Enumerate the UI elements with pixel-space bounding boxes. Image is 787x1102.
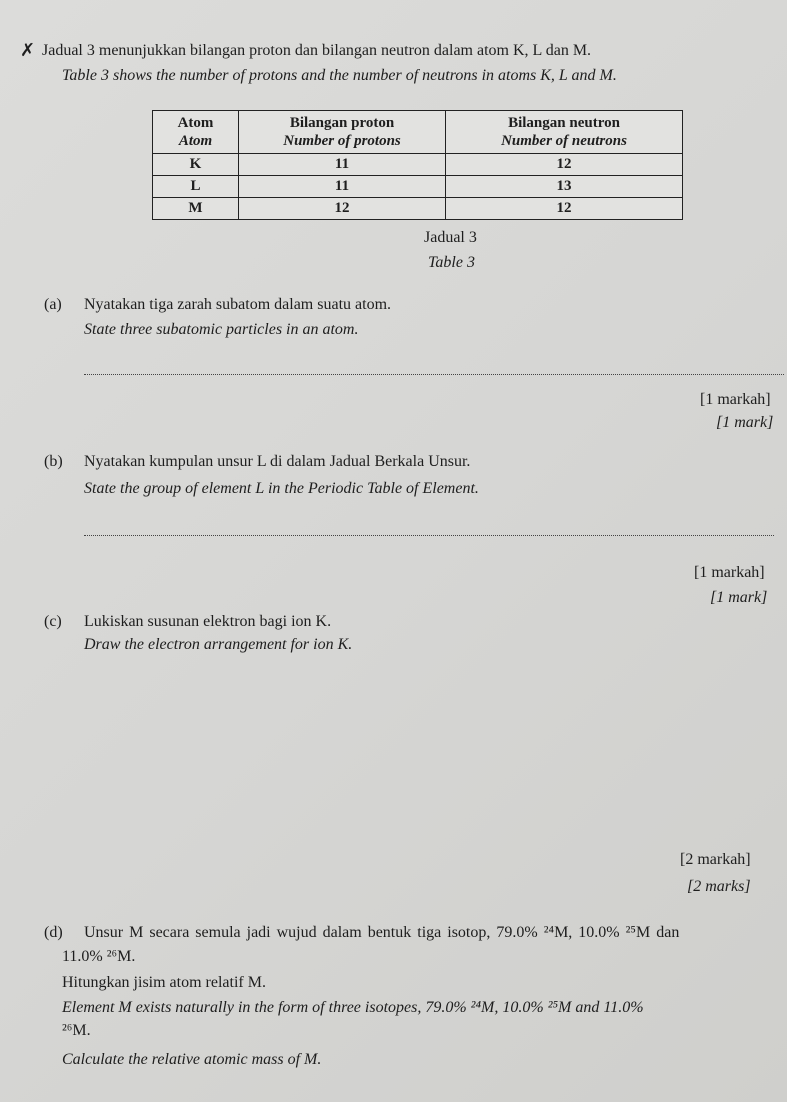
question-d-en-1: Element M exists naturally in the form of three isotopes, 79.0% ²⁴M, 10.0% ²⁵M and 11.0% [62,999,644,1016]
mark-a-ms: [1 markah] [700,391,771,408]
intro-english: Table 3 shows the number of protons and the number of neutrons in atoms K, L and M. [62,67,617,84]
cell: 13 [446,176,683,198]
header-neutrons [446,111,683,154]
question-d-en-2: ²⁶M. [62,1022,91,1039]
question-a-label: (a) [44,296,62,313]
cell: 12 [446,198,683,220]
cross-mark-icon: ✗ [20,40,36,60]
header-en: Atom [178,133,213,149]
data-table [152,110,683,220]
question-b-label: (b) [44,453,63,470]
question-c-en: Draw the electron arrangement for ion K. [84,636,353,653]
question-d-ms-3: Hitungkan jisim atom relatif M. [62,974,266,991]
cell: M [153,198,239,220]
cell: 11 [239,176,446,198]
mark-b-ms: [1 markah] [694,564,765,581]
question-c-ms: Lukiskan susunan elektron bagi ion K. [84,613,332,630]
cell: 12 [446,154,683,176]
header-ms: Bilangan neutron [508,115,620,131]
table-header [153,111,683,154]
table-row [153,154,683,176]
question-a-ms: Nyatakan tiga zarah subatom dalam suatu atom. [84,296,392,313]
table-caption-en: Table 3 [428,254,475,271]
cell: 11 [239,154,446,176]
answer-line-a[interactable] [84,374,784,375]
mark-c-en: [2 marks] [687,878,751,895]
mark-c-ms: [2 markah] [680,851,751,868]
header-protons [239,111,446,154]
mark-b-en: [1 mark] [710,589,768,606]
question-d-en-3: Calculate the relative atomic mass of M. [62,1051,322,1068]
intro-malay: Jadual 3 menunjukkan bilangan proton dan bilangan neutron dalam atom K, L dan M. [42,42,592,59]
question-b-en: State the group of element L in the Periodic Table of Element. [84,480,479,497]
table-row [153,198,683,220]
cell: L [153,176,239,198]
header-en: Number of protons [283,133,401,149]
question-b-ms: Nyatakan kumpulan unsur L di dalam Jadual Berkala Unsur. [84,453,471,470]
table-row [153,176,683,198]
table-caption-ms: Jadual 3 [424,229,477,246]
header-en: Number of neutrons [501,133,627,149]
cell: 12 [239,198,446,220]
header-ms: Bilangan proton [289,115,395,131]
cell: K [153,154,239,176]
header-ms: Atom [177,115,214,131]
mark-a-en: [1 mark] [716,414,774,431]
drawing-area[interactable] [84,665,764,845]
question-d-ms-1: Unsur M secara semula jadi wujud dalam bentuk tiga isotop, 79.0% ²⁴M, 10.0% ²⁵M dan [84,924,680,941]
question-a-en: State three subatomic particles in an atom. [84,321,359,338]
header-atom [153,111,239,154]
question-c-label: (c) [44,613,62,630]
answer-line-b[interactable] [84,535,774,536]
question-d-label: (d) [44,924,63,941]
question-d-ms-2: 11.0% ²⁶M. [62,948,136,965]
